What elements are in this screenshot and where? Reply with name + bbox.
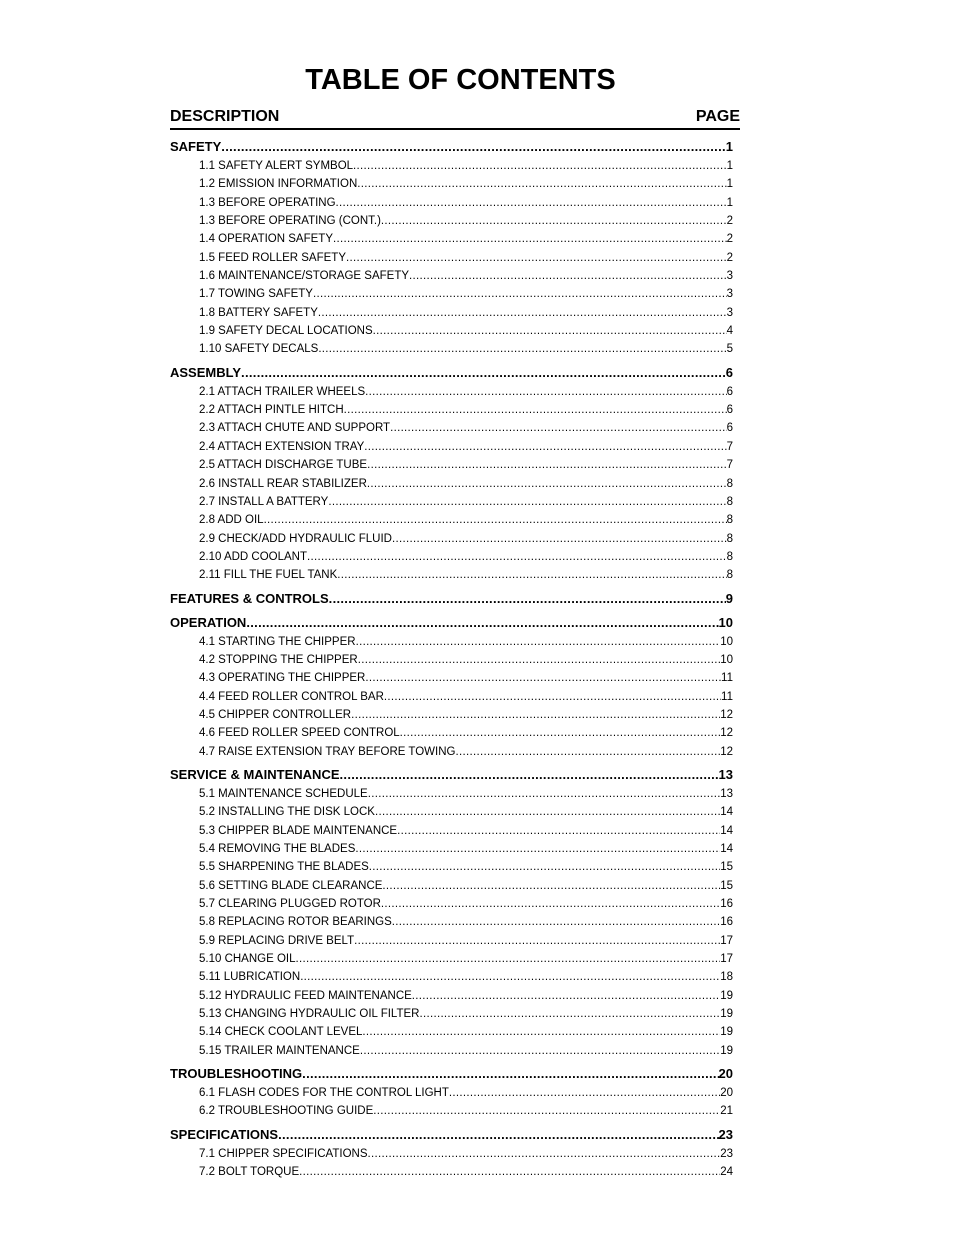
dot-leader [354, 932, 720, 950]
toc-section [170, 362, 733, 585]
toc-entry-title: 1.6 MAINTENANCE/STORAGE SAFETY [199, 270, 410, 283]
toc-entry[interactable] [170, 651, 733, 669]
toc-entry[interactable] [170, 803, 733, 821]
toc-entry[interactable] [170, 669, 733, 687]
dot-leader [241, 362, 726, 383]
toc-page-number: 16 [720, 898, 733, 911]
dot-leader [364, 438, 726, 456]
toc-page-number: 11 [721, 690, 733, 703]
toc-section-heading[interactable] [170, 136, 733, 157]
toc-entry[interactable] [170, 419, 733, 437]
toc-page-number: 10 [720, 635, 733, 648]
toc-page-number: 3 [726, 270, 733, 283]
dot-leader [400, 724, 721, 742]
toc-page-number: 8 [726, 569, 733, 582]
dot-leader [340, 764, 719, 785]
dot-leader [384, 688, 721, 706]
toc-page-number: 23 [718, 1126, 733, 1142]
toc-entry[interactable] [170, 548, 733, 566]
dot-leader [368, 785, 720, 803]
toc-entry[interactable] [170, 1023, 733, 1041]
dot-leader [392, 913, 720, 931]
toc-entry-title: 2.5 ATTACH DISCHARGE TUBE [199, 459, 368, 472]
toc-entry-title: 1.7 TOWING SAFETY [199, 288, 313, 301]
dot-leader [221, 136, 725, 157]
toc-entry-title: 1.5 FEED ROLLER SAFETY [199, 251, 346, 264]
toc-entry-title: 1.3 BEFORE OPERATING [199, 196, 336, 209]
dot-leader [246, 612, 718, 633]
toc-page-number: 12 [720, 708, 733, 721]
dot-leader [344, 401, 727, 419]
toc-entry-title: 4.5 CHIPPER CONTROLLER [199, 708, 352, 721]
toc-entry-title: 2.10 ADD COOLANT [199, 550, 308, 563]
toc-page-number: 5 [726, 343, 733, 356]
toc-page-number: 8 [726, 477, 733, 490]
toc-entry[interactable] [170, 724, 733, 742]
toc-section [170, 136, 733, 359]
toc-entry-title: 1.3 BEFORE OPERATING (CONT.) [199, 215, 381, 228]
toc-page-number: 19 [720, 1008, 733, 1021]
toc-page-number: 6 [725, 364, 733, 380]
toc-section-heading[interactable] [170, 1063, 733, 1084]
toc-entry-title: 2.3 ATTACH CHUTE AND SUPPORT [199, 422, 391, 435]
toc-entry[interactable] [170, 950, 733, 968]
dot-leader [355, 840, 720, 858]
toc-page-number: 3 [726, 306, 733, 319]
toc-page-number: 15 [720, 879, 733, 892]
toc-entry[interactable] [170, 175, 733, 193]
dot-leader [313, 285, 727, 303]
toc-section-title: SAFETY [170, 139, 222, 154]
toc-page-number: 7 [726, 440, 733, 453]
dot-leader [367, 475, 727, 493]
dot-leader [358, 651, 720, 669]
toc-entry[interactable] [170, 493, 733, 511]
toc-page-number: 10 [720, 653, 733, 666]
toc-entry-title: 5.1 MAINTENANCE SCHEDULE [199, 787, 368, 800]
toc-entry[interactable] [170, 212, 733, 230]
toc-entry-title: 5.3 CHIPPER BLADE MAINTENANCE [199, 824, 398, 837]
toc-entry[interactable] [170, 706, 733, 724]
page-title: TABLE OF CONTENTS [305, 64, 616, 96]
dot-leader [302, 1063, 718, 1084]
toc-page-number: 2 [726, 233, 733, 246]
toc-entry-title: 2.1 ATTACH TRAILER WHEELS [199, 385, 366, 398]
toc-entry-title: 5.5 SHARPENING THE BLADES [199, 861, 369, 874]
toc-entry[interactable] [170, 858, 733, 876]
toc-entry[interactable] [170, 1042, 733, 1060]
toc-section-heading[interactable] [170, 588, 733, 609]
dot-leader [455, 743, 720, 761]
toc-entry-title: 5.9 REPLACING DRIVE BELT [199, 934, 355, 947]
toc-entry[interactable] [170, 249, 733, 267]
dot-leader [397, 822, 720, 840]
toc-entry[interactable] [170, 511, 733, 529]
dot-leader [419, 1005, 720, 1023]
toc-page-number: 23 [720, 1147, 733, 1160]
toc-entry[interactable] [170, 1102, 733, 1120]
toc-page-number: 6 [726, 422, 733, 435]
toc-page-number: 2 [726, 251, 733, 264]
table-of-contents [170, 136, 733, 1185]
page-column-label: PAGE [695, 108, 740, 125]
toc-page-number: 8 [726, 532, 733, 545]
toc-entry-title: 5.8 REPLACING ROTOR BEARINGS [199, 916, 392, 929]
toc-page-number: 7 [726, 459, 733, 472]
toc-page-number: 6 [726, 385, 733, 398]
toc-entry[interactable] [170, 456, 733, 474]
toc-entry[interactable] [170, 194, 733, 212]
toc-page-number: 14 [720, 806, 733, 819]
toc-entry[interactable] [170, 688, 733, 706]
toc-entry-title: 4.1 STARTING THE CHIPPER [199, 635, 356, 648]
dot-leader [264, 511, 727, 529]
toc-entry-title: 2.11 FILL THE FUEL TANK [199, 569, 338, 582]
toc-page-number: 14 [720, 824, 733, 837]
toc-page-number: 20 [720, 1087, 733, 1100]
toc-entry[interactable] [170, 1084, 733, 1102]
toc-page-number: 13 [720, 787, 733, 800]
toc-page-number: 20 [718, 1066, 733, 1082]
dot-leader [353, 157, 727, 175]
toc-page-number: 2 [726, 215, 733, 228]
toc-page-number: 16 [720, 916, 733, 929]
toc-page-number: 19 [720, 1026, 733, 1039]
toc-section-title: TROUBLESHOOTING [170, 1066, 303, 1082]
dot-leader [390, 419, 727, 437]
dot-leader [369, 858, 720, 876]
dot-leader [333, 230, 727, 248]
dot-leader [381, 212, 727, 230]
dot-leader [351, 706, 720, 724]
toc-section-title: OPERATION [170, 614, 247, 630]
toc-page-number: 14 [720, 843, 733, 855]
toc-page-number: 8 [726, 495, 733, 508]
toc-page-number: 21 [720, 1105, 733, 1118]
toc-page-number: 10 [718, 614, 733, 630]
toc-page-number: 6 [726, 404, 733, 417]
toc-entry-title: 5.11 LUBRICATION [199, 971, 301, 984]
toc-entry-title: 5.2 INSTALLING THE DISK LOCK [199, 806, 375, 819]
toc-entry[interactable] [170, 987, 733, 1005]
toc-entry[interactable] [170, 877, 733, 895]
dot-leader [375, 803, 720, 821]
description-column-label: DESCRIPTION [170, 108, 280, 125]
toc-entry-title: 2.8 ADD OIL [199, 514, 264, 527]
toc-entry[interactable] [170, 1163, 733, 1181]
toc-page-number: 12 [720, 727, 733, 740]
dot-leader [356, 633, 721, 651]
toc-entry-title: 1.10 SAFETY DECALS [199, 343, 319, 356]
toc-entry[interactable] [170, 304, 733, 322]
toc-section-heading[interactable] [170, 612, 733, 633]
toc-entry[interactable] [170, 267, 733, 285]
toc-page-number: 8 [726, 514, 733, 527]
dot-leader [300, 968, 720, 986]
toc-entry-title: 2.9 CHECK/ADD HYDRAULIC FLUID [199, 532, 392, 545]
toc-entry-title: 5.4 REMOVING THE BLADES [199, 843, 356, 855]
toc-entry[interactable] [170, 895, 733, 913]
toc-entry-title: 5.7 CLEARING PLUGGED ROTOR [199, 898, 381, 911]
toc-section-title: FEATURES & CONTROLS [170, 590, 329, 606]
toc-entry-title: 1.4 OPERATION SAFETY [199, 233, 333, 246]
toc-entry-title: 5.15 TRAILER MAINTENANCE [199, 1044, 360, 1057]
toc-entry[interactable] [170, 475, 733, 493]
dot-leader [329, 588, 726, 609]
toc-entry-title: 4.4 FEED ROLLER CONTROL BAR [199, 690, 384, 703]
toc-entry-title: 5.13 CHANGING HYDRAULIC OIL FILTER [199, 1008, 420, 1021]
toc-page-number: 3 [726, 288, 733, 301]
dot-leader [299, 1163, 720, 1181]
toc-section-heading[interactable] [170, 1124, 733, 1145]
toc-entry-title: 6.1 FLASH CODES FOR THE CONTROL LIGHT [199, 1087, 449, 1100]
dot-leader [373, 322, 727, 340]
toc-entry[interactable] [170, 322, 733, 340]
toc-entry-title: 4.3 OPERATING THE CHIPPER [199, 672, 366, 685]
toc-entry[interactable] [170, 932, 733, 950]
toc-entry-title: 2.2 ATTACH PINTLE HITCH [199, 404, 344, 417]
toc-section [170, 764, 733, 1060]
toc-page-number: 1 [726, 160, 733, 172]
toc-entry-title: 2.6 INSTALL REAR STABILIZER [199, 477, 367, 490]
dot-leader [381, 895, 720, 913]
toc-entry[interactable] [170, 822, 733, 840]
toc-section-title: SPECIFICATIONS [170, 1126, 279, 1142]
toc-entry[interactable] [170, 438, 733, 456]
toc-entry[interactable] [170, 633, 733, 651]
toc-entry[interactable] [170, 285, 733, 303]
dot-leader [328, 493, 726, 511]
toc-entry-title: 5.6 SETTING BLADE CLEARANCE [199, 879, 383, 892]
toc-page-number: 1 [725, 139, 733, 154]
dot-leader [346, 249, 727, 267]
toc-entry-title: 4.7 RAISE EXTENSION TRAY BEFORE TOWING [199, 745, 456, 758]
dot-leader [318, 340, 726, 358]
dot-leader [412, 987, 720, 1005]
dot-leader [278, 1124, 718, 1145]
toc-entry[interactable] [170, 383, 733, 401]
toc-entry[interactable] [170, 340, 733, 358]
toc-entry-title: 1.8 BATTERY SAFETY [199, 306, 318, 319]
toc-entry-title: 2.7 INSTALL A BATTERY [199, 495, 329, 508]
column-header [170, 104, 740, 130]
toc-section-title: ASSEMBLY [170, 364, 242, 380]
toc-entry[interactable] [170, 968, 733, 986]
toc-page-number: 17 [720, 934, 733, 947]
toc-entry[interactable] [170, 1005, 733, 1023]
toc-entry-title: 1.9 SAFETY DECAL LOCATIONS [199, 325, 373, 338]
toc-page-number: 11 [721, 672, 733, 685]
dot-leader [357, 175, 726, 193]
toc-page-number: 19 [720, 1044, 733, 1057]
toc-entry-title: 4.2 STOPPING THE CHIPPER [199, 653, 358, 666]
toc-entry[interactable] [170, 230, 733, 248]
toc-section [170, 1063, 733, 1121]
dot-leader [449, 1084, 720, 1102]
dot-leader [368, 1145, 721, 1163]
toc-entry-title: 7.2 BOLT TORQUE [199, 1166, 300, 1179]
dot-leader [365, 669, 721, 687]
dot-leader [392, 530, 727, 548]
toc-section [170, 588, 733, 609]
toc-page-number: 24 [720, 1166, 733, 1179]
toc-entry[interactable] [170, 743, 733, 761]
toc-section [170, 1124, 733, 1182]
toc-page-number: 17 [720, 953, 733, 966]
toc-page-number: 12 [720, 745, 733, 758]
dot-leader [360, 1042, 720, 1060]
toc-entry[interactable] [170, 566, 733, 584]
toc-page-number: 19 [720, 989, 733, 1002]
dot-leader [362, 1023, 720, 1041]
toc-section-heading[interactable] [170, 362, 733, 383]
toc-page-number: 15 [720, 861, 733, 874]
dot-leader [365, 383, 726, 401]
toc-entry-title: 1.2 EMISSION INFORMATION [199, 178, 358, 191]
dot-leader [337, 566, 726, 584]
dot-leader [409, 267, 727, 285]
toc-entry-title: 6.2 TROUBLESHOOTING GUIDE [199, 1105, 374, 1118]
toc-page-number: 1 [726, 196, 733, 209]
dot-leader [318, 304, 727, 322]
toc-entry-title: 5.10 CHANGE OIL [199, 953, 296, 966]
toc-entry[interactable] [170, 1145, 733, 1163]
dot-leader [373, 1102, 720, 1120]
toc-page-number: 13 [718, 766, 733, 782]
toc-page-number: 9 [725, 590, 733, 606]
toc-entry[interactable] [170, 840, 733, 858]
dot-leader [336, 194, 727, 212]
toc-entry[interactable] [170, 530, 733, 548]
toc-entry-title: 7.1 CHIPPER SPECIFICATIONS [199, 1147, 368, 1160]
toc-entry-title: 4.6 FEED ROLLER SPEED CONTROL [199, 727, 400, 740]
dot-leader [296, 950, 721, 968]
toc-entry-title: 2.4 ATTACH EXTENSION TRAY [199, 440, 365, 453]
toc-page-number: 18 [720, 971, 733, 984]
toc-entry-title: 5.14 CHECK COOLANT LEVEL [199, 1026, 363, 1039]
toc-entry[interactable] [170, 913, 733, 931]
toc-entry[interactable] [170, 157, 733, 175]
toc-page-number: 8 [726, 550, 733, 563]
dot-leader [307, 548, 727, 566]
toc-entry-title: 5.12 HYDRAULIC FEED MAINTENANCE [199, 989, 412, 1002]
toc-section-heading[interactable] [170, 764, 733, 785]
toc-section [170, 612, 733, 761]
toc-page-number: 1 [726, 178, 733, 191]
dot-leader [382, 877, 720, 895]
dot-leader [367, 456, 727, 474]
toc-section-title: SERVICE & MAINTENANCE [170, 766, 340, 782]
toc-page-number: 4 [726, 325, 733, 338]
toc-entry[interactable] [170, 785, 733, 803]
toc-entry[interactable] [170, 401, 733, 419]
toc-entry-title: 1.1 SAFETY ALERT SYMBOL [199, 160, 354, 172]
